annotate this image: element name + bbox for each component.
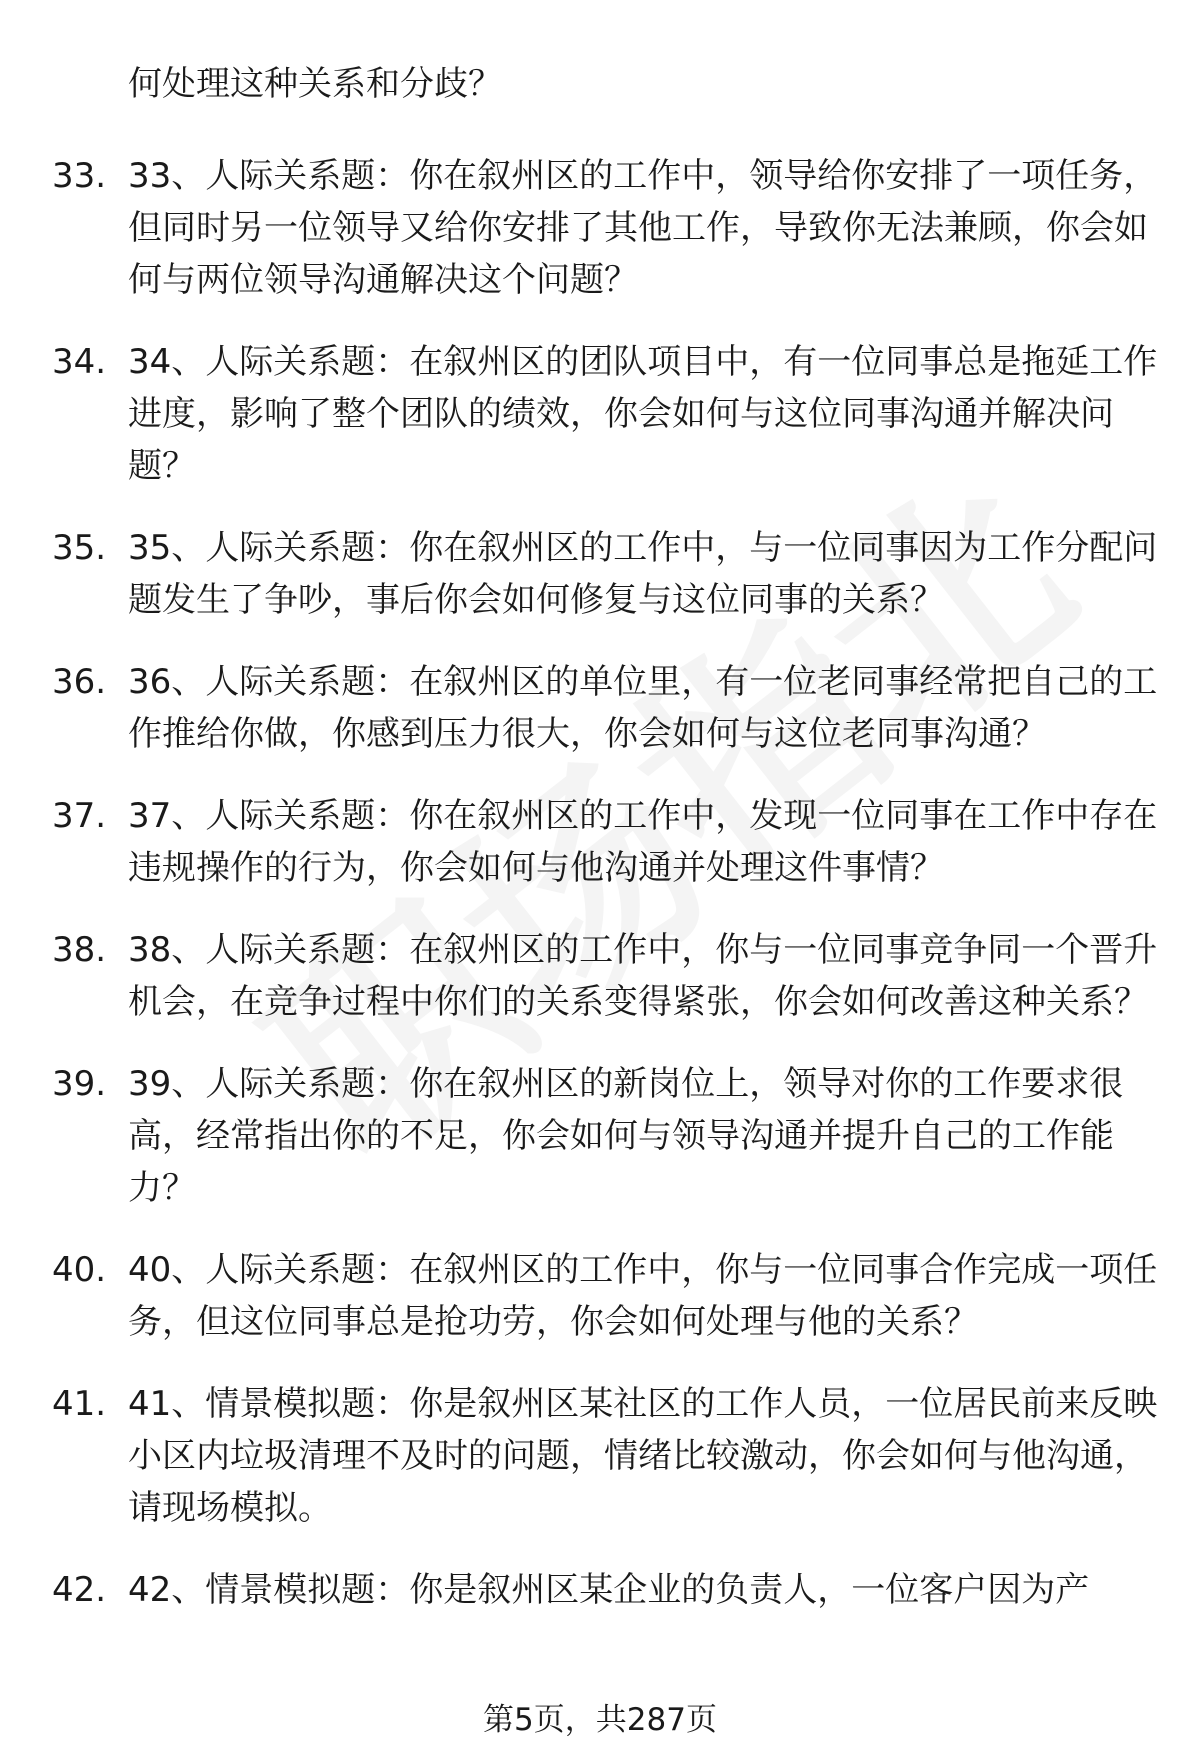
question-item [0, 150, 1200, 306]
question-list [0, 150, 1200, 1646]
question-item [0, 1564, 1200, 1616]
question-number: 37. [52, 796, 107, 836]
question-item [0, 1378, 1200, 1534]
question-item [0, 924, 1200, 1028]
question-item [0, 790, 1200, 894]
question-number: 38. [52, 930, 107, 970]
question-number: 41. [52, 1384, 107, 1424]
continuation-text: 何处理这种关系和分歧？ [128, 64, 502, 104]
question-number: 36. [52, 662, 107, 702]
question-item [0, 656, 1200, 760]
question-text: 37、人际关系题：你在叙州区的工作中，发现一位同事在工作中存在违规操作的行为，你会如何与他沟通并处理这件事情？ [128, 796, 1158, 888]
question-item [0, 1058, 1200, 1214]
question-number: 33. [52, 156, 107, 196]
question-number: 39. [52, 1064, 107, 1104]
question-item [0, 1244, 1200, 1348]
question-number: 40. [52, 1250, 107, 1290]
question-item [0, 336, 1200, 492]
question-item [0, 522, 1200, 626]
question-number: 42. [52, 1570, 107, 1610]
question-number: 35. [52, 528, 107, 568]
page-footer: 第5页，共287页 [483, 1702, 717, 1738]
question-number: 34. [52, 342, 107, 382]
question-text: 42、情景模拟题：你是叙州区某企业的负责人，一位客户因为产 [128, 1570, 1090, 1610]
question-text: 34、人际关系题：在叙州区的团队项目中，有一位同事总是拖延工作进度，影响了整个团队的绩效，你会如何与这位同事沟通并解决问题？ [128, 342, 1158, 486]
question-text: 33、人际关系题：你在叙州区的工作中，领导给你安排了一项任务，但同时另一位领导又给你安排了其他工作，导致你无法兼顾，你会如何与两位领导沟通解决这个问题？ [128, 156, 1158, 300]
question-text: 35、人际关系题：你在叙州区的工作中，与一位同事因为工作分配问题发生了争吵，事后你会如何修复与这位同事的关系？ [128, 528, 1158, 620]
question-text: 40、人际关系题：在叙州区的工作中，你与一位同事合作完成一项任务，但这位同事总是抢功劳，你会如何处理与他的关系？ [128, 1250, 1158, 1342]
question-text: 41、情景模拟题：你是叙州区某社区的工作人员，一位居民前来反映小区内垃圾清理不及时的问题，情绪比较激动，你会如何与他沟通，请现场模拟。 [128, 1384, 1158, 1528]
question-text: 36、人际关系题：在叙州区的单位里，有一位老同事经常把自己的工作推给你做，你感到压力很大，你会如何与这位老同事沟通？ [128, 662, 1158, 754]
question-text: 39、人际关系题：你在叙州区的新岗位上，领导对你的工作要求很高，经常指出你的不足，你会如何与领导沟通并提升自己的工作能力？ [128, 1064, 1124, 1208]
question-text: 38、人际关系题：在叙州区的工作中，你与一位同事竞争同一个晋升机会，在竞争过程中你们的关系变得紧张，你会如何改善这种关系？ [128, 930, 1158, 1022]
